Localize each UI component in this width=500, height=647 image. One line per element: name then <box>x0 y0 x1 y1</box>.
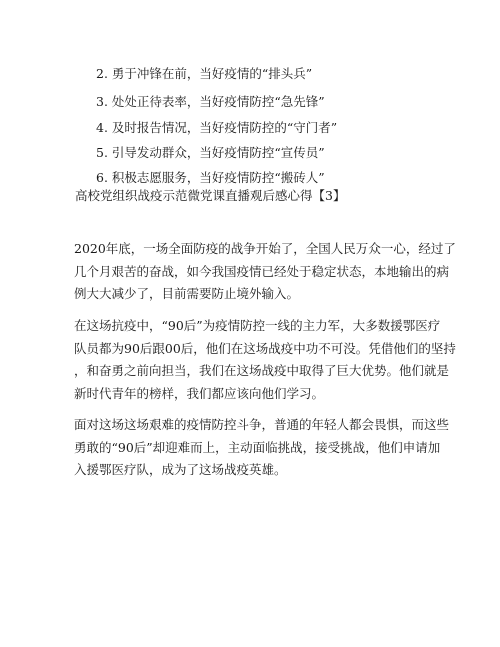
paragraph-line: 入援鄂医疗队，成为了这场战疫英雄。 <box>74 462 287 477</box>
paragraph-line: 面对这场这场艰难的疫情防控斗争，普通的年轻人都会畏惧，而这些 <box>74 417 450 432</box>
paragraph-line: 几个月艰苦的奋战，如今我国疫情已经处于稳定状态，本地输出的病 <box>74 263 450 279</box>
paragraph-line: ，和奋勇之前向担当，我们在这场战疫中取得了巨大优势。他们就是 <box>74 363 450 378</box>
list-item: 3. 处处正待表率，当好疫情防控“急先锋” <box>96 94 325 109</box>
paragraph-line: 2020年底，一场全面防疫的战争开始了，全国人民万众一心，经过了 <box>74 241 456 256</box>
paragraph-line: 队员都为90后跟00后，他们在这场战疫中功不可没。凭借他们的坚持 <box>74 340 456 356</box>
list-item: 4. 及时报告情况，当好疫情防控的“守门者” <box>96 120 338 135</box>
list-item: 2. 勇于冲锋在前，当好疫情的“排头兵” <box>96 66 313 81</box>
paragraph <box>74 315 456 405</box>
paragraph <box>74 414 450 482</box>
paragraph-line: 例大大减少了，目前需要防止境外输入。 <box>74 286 300 301</box>
section-heading: 高校党组织战疫示范微党课直播观后感心得【3】 <box>75 188 346 203</box>
paragraph <box>74 238 456 306</box>
paragraph-line: 新时代青年的榜样，我们都应该向他们学习。 <box>74 385 325 401</box>
paragraph-line: 在这场抗疫中，“90后”为疫情防控一线的主力军，大多数援鄂医疗 <box>74 318 441 333</box>
list-item: 5. 引导发动群众，当好疫情防控“宣传员” <box>96 145 325 160</box>
paragraph-line: 勇敢的“90后”却迎难而上，主动面临挑战，接受挑战，他们申请加 <box>74 439 441 455</box>
list-item: 6. 积极志愿服务，当好疫情防控“搬砖人” <box>96 170 325 185</box>
